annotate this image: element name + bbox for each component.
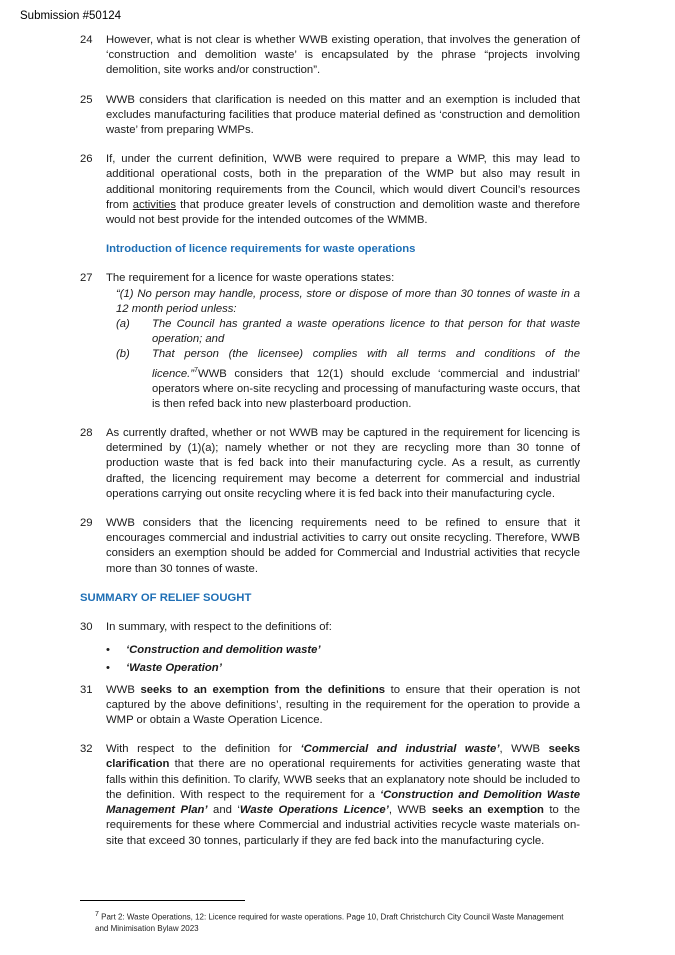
footnote: [95, 909, 565, 934]
footnote-text: Part 2: Waste Operations, 12: Licence required for waste operations. Page 10, Draft Christchurch City Council Waste Management and Minimisation Bylaw 2023: [95, 912, 564, 933]
list-item: [106, 661, 580, 676]
paragraph-31: [80, 683, 580, 729]
clause-a: [116, 317, 580, 347]
text-segment: , WWB: [499, 743, 549, 756]
paragraph-text: WWB considers that the licencing requirements need to be refined to ensure that it encourages commercial and industrial activities to carry out onsite recycling. Therefore, WWB considers an exemption should be added for Commercial and Industrial activities that recycle more than 30 tonnes of waste.: [106, 517, 580, 575]
paragraph-24: [80, 33, 580, 79]
text-segment: WWB: [106, 683, 141, 696]
paragraph-number: 32: [80, 743, 93, 756]
paragraph-30: [80, 620, 580, 635]
list-item-text: ‘Construction and demolition waste’: [126, 644, 321, 657]
paragraph-26: [80, 152, 580, 228]
bullet-icon: •: [106, 662, 110, 675]
clause-label: (b): [116, 348, 130, 361]
clause-b: [116, 347, 580, 412]
text-segment: , WWB: [388, 804, 432, 817]
paragraph-number: 28: [80, 427, 93, 440]
section-heading-summary: SUMMARY OF RELIEF SOUGHT: [80, 591, 252, 604]
bold-italic-phrase: Waste Operations Licence’: [239, 804, 389, 817]
text-segment: that there are no operational requirements for activities generating waste that falls within this definition. To clarify, WWB seeks that an explanatory note should be included to the definition. With respect to the requirement for a: [106, 758, 580, 801]
paragraph-text: WWB considers that clarification is needed on this matter and an exemption is included that excludes manufacturing facilities that produce material defined as ‘construction and demolition waste’ from preparing WMPs.: [106, 93, 580, 137]
paragraph-27: [80, 271, 580, 412]
text-segment: and ‘: [207, 804, 240, 817]
paragraph-text: [106, 683, 580, 729]
text-segment: that produce greater levels of construction and demolition waste and therefore would not best provide for the intended outcomes of the WMMB.: [106, 198, 580, 227]
clause-text: The Council has granted a waste operations licence to that person for that waste operation; and: [152, 318, 580, 346]
paragraph-number: 25: [80, 93, 93, 106]
clause-commentary: WWB considers that 12(1) should exclude ‘commercial and industrial’ operators where on-site recycling and processing of manufacturing waste occurs, that is then refed back into new plasterboard production.: [152, 367, 580, 410]
text-segment: to ensure that their operation is not captured by the above definitions’, resulting in the requirement for the operation to provide a WMP or obtain a Waste Operation Licence.: [106, 683, 580, 727]
section-heading-licence: Introduction of licence requirements for waste operations: [106, 243, 416, 256]
bold-phrase: seeks an exemption: [431, 804, 544, 817]
list-item-text: ‘Waste Operation’: [126, 662, 222, 675]
paragraph-text: [106, 742, 580, 848]
paragraph-text: In summary, with respect to the definitions of:: [106, 621, 332, 634]
paragraph-number: 24: [80, 34, 93, 46]
paragraph-text: As currently drafted, whether or not WWB may be captured in the requirement for licencing is determined by (1)(a); namely whether or not they are recycling more than 30 tonne of production waste that is fed back into their manufacturing cycle. As a result, as currently drafted, the licencing requirement may become a deterrent for commercial and industrial operations carrying out onsite recycling where it is fed back into their manufacturing cycle.: [106, 427, 580, 500]
document-body: [80, 33, 580, 863]
bylaw-quote: “(1) No person may handle, process, store or dispose of more than 30 tonnes of waste in a 12 month period unless:: [116, 287, 580, 315]
paragraph-text: The requirement for a licence for waste operations states:: [106, 272, 395, 285]
text-segment: to the requirements for these where Commercial and industrial activities recycle waste materials on-site that exceed 30 tonnes, particularly if they are fed back into the manufacturing cycle.: [106, 804, 581, 847]
paragraph-29: [80, 516, 580, 577]
underlined-word: activities: [132, 198, 177, 211]
paragraph-text: However, what is not clear is whether WWB existing operation, that involves the generation of ‘construction and demolition waste’ is encapsulated by the phrase “projects involving demolition, site works and/or construction”.: [106, 34, 580, 77]
paragraph-32: [80, 742, 580, 848]
footnote-number: 7: [95, 911, 99, 918]
bold-phrase: seeks to an exemption from the definitions: [140, 683, 386, 696]
text-segment: If, under the current definition, WWB were required to prepare a WMP, this may lead to additional operational costs, both in the preparation of the WMP but also may result in additional monitoring requirements from the Council, which would divert Council’s resources from: [106, 153, 580, 211]
paragraph-28: [80, 426, 580, 502]
paragraph-number: 27: [80, 272, 93, 285]
submission-number: Submission #50124: [20, 10, 122, 22]
list-item: [106, 643, 580, 658]
bullet-icon: •: [106, 644, 110, 657]
footnote-divider: [80, 900, 245, 901]
paragraph-text: [106, 152, 580, 228]
clause-text: That person (the licensee) complies with all terms and conditions of the licence.”: [152, 348, 580, 380]
text-segment: With respect to the definition for: [106, 743, 301, 756]
definition-list: [106, 643, 580, 676]
paragraph-25: [80, 93, 580, 139]
clause-label: (a): [116, 318, 130, 331]
bold-phrase: seeks clarification: [106, 743, 581, 771]
bold-italic-phrase: ‘Construction and Demolition Waste Management Plan’: [106, 788, 580, 817]
paragraph-number: 31: [80, 683, 93, 696]
footnote-reference[interactable]: 7: [194, 366, 198, 374]
bold-italic-phrase: ‘Commercial and industrial waste’: [300, 743, 500, 756]
paragraph-number: 26: [80, 153, 93, 166]
paragraph-number: 29: [80, 517, 93, 530]
paragraph-number: 30: [80, 621, 93, 634]
